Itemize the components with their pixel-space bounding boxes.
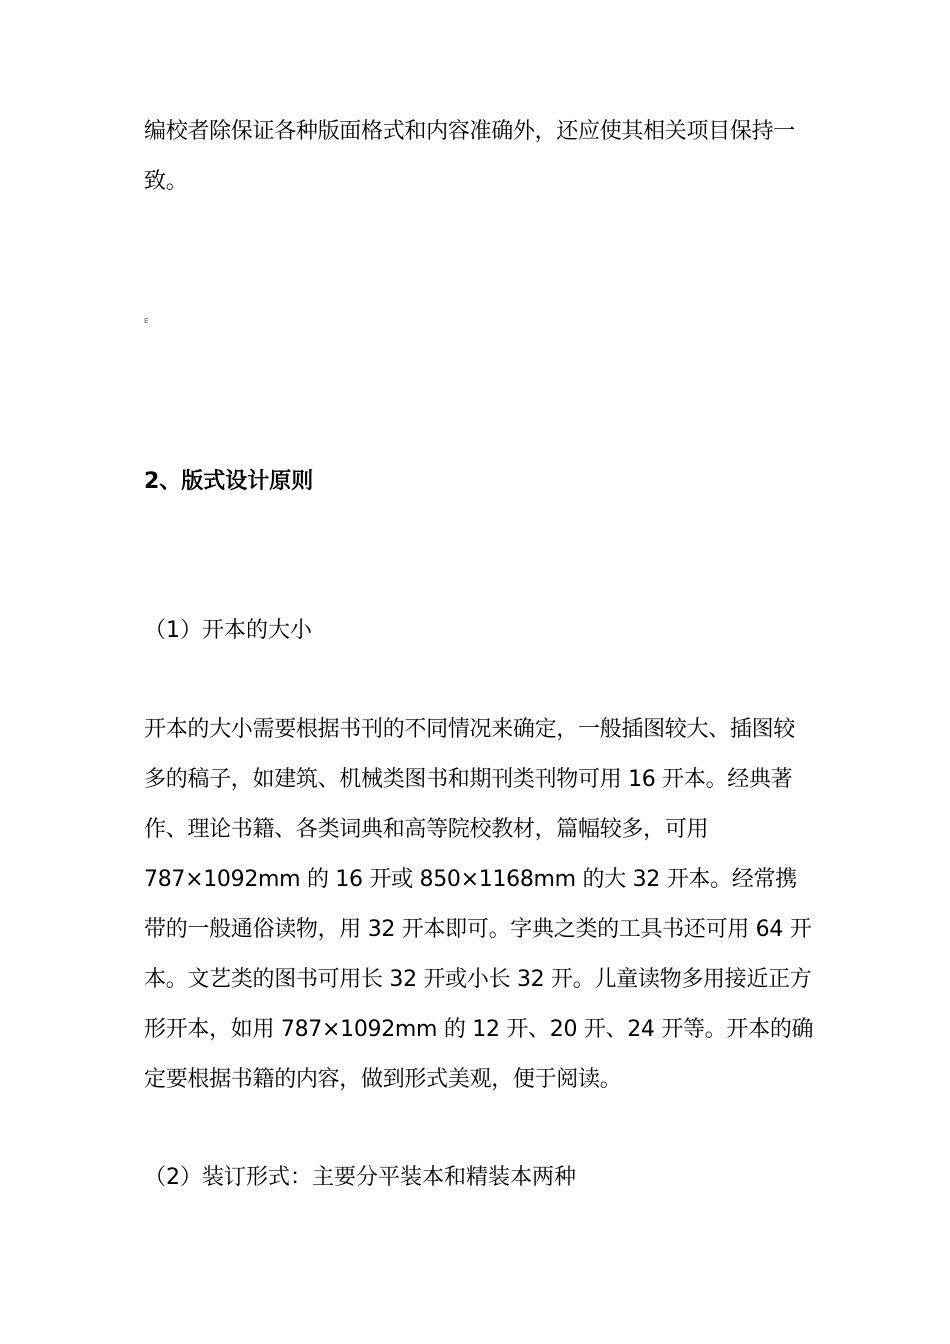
- subsection-1-title: （1）开本的大小: [144, 618, 312, 643]
- subsection-1-body: 开本的大小需要根据书刊的不同情况来确定，一般插图较大、插图较多的稿子，如建筑、机械类图书和期刊类刊物可用 16 开本。经典著作、理论书籍、各类词典和高等院校教材，篇幅较多，可用 787×1092mm 的 16 开或 850×1168mm 的大 32 开本。经常携带的一般通俗读物，用 32 开本即可。字典之类的工具书还可用 64 开本。文艺类的图书可用长 32 开或小长 32 开。儿童读物多用接近正方形开本，如用 787×1092mm 的 12 开、20 开、24 开等。开本的确定要根据书籍的内容，做到形式美观，便于阅读。: [144, 717, 814, 1092]
- small-mark: E: [144, 317, 149, 325]
- intro-paragraph: 编校者除保证各种版面格式和内容准确外，还应使其相关项目保持一致。: [144, 119, 796, 194]
- section-heading: 2、版式设计原则: [144, 469, 314, 494]
- subsection-2-title: （2）装订形式：主要分平装本和精装本两种: [144, 1165, 576, 1190]
